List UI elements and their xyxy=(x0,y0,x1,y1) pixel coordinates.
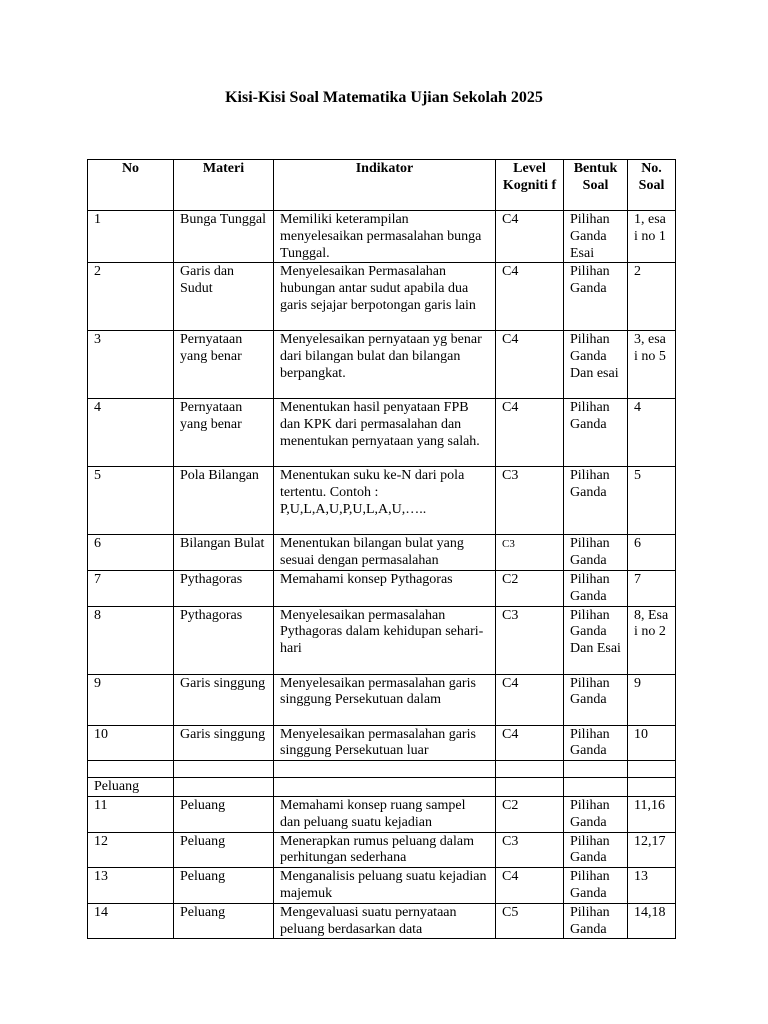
cell-materi: Peluang xyxy=(174,868,274,904)
cell-no: 13 xyxy=(88,868,174,904)
cell-bentuk: Pilihan Ganda xyxy=(564,832,628,868)
cell-level: C2 xyxy=(496,796,564,832)
header-no: No xyxy=(88,160,174,211)
cell-no: 12 xyxy=(88,832,174,868)
cell-indikator: Menentukan suku ke-N dari pola tertentu. Contoh : P,U,L,A,U,P,U,L,A,U,….. xyxy=(274,467,496,535)
cell-indikator: Menentukan hasil penyataan FPB dan KPK dari permasalahan dan menentukan pernyataan yang salah. xyxy=(274,399,496,467)
cell-no: 6 xyxy=(88,535,174,571)
cell-no: 14 xyxy=(88,903,174,939)
cell-nosoal: 3, esai no 5 xyxy=(628,331,676,399)
cell-materi: Pernyataan yang benar xyxy=(174,399,274,467)
table-row xyxy=(88,674,676,725)
cell-bentuk: Pilihan Ganda xyxy=(564,535,628,571)
cell-indikator: Menyelesaikan pernyataan yg benar dari bilangan bulat dan bilangan berpangkat. xyxy=(274,331,496,399)
cell-bentuk: Pilihan Ganda xyxy=(564,467,628,535)
header-indikator: Indikator xyxy=(274,160,496,211)
cell-bentuk: Pilihan Ganda xyxy=(564,263,628,331)
cell-materi: Garis singgung xyxy=(174,725,274,761)
cell-nosoal: 13 xyxy=(628,868,676,904)
cell-no: 5 xyxy=(88,467,174,535)
cell-no: 9 xyxy=(88,674,174,725)
cell-materi: Peluang xyxy=(174,903,274,939)
cell-indikator xyxy=(274,761,496,778)
cell-level: C4 xyxy=(496,868,564,904)
cell-materi: Garis singgung xyxy=(174,674,274,725)
cell-indikator: Menyelesaikan permasalahan Pythagoras dalam kehidupan sehari-hari xyxy=(274,606,496,674)
cell-no: 4 xyxy=(88,399,174,467)
cell-no: 8 xyxy=(88,606,174,674)
cell-no: 3 xyxy=(88,331,174,399)
cell-materi: Pythagoras xyxy=(174,606,274,674)
cell-indikator: Memahami konsep Pythagoras xyxy=(274,570,496,606)
header-nosoal: No. Soal xyxy=(628,160,676,211)
table-row xyxy=(88,467,676,535)
table-row xyxy=(88,263,676,331)
cell-nosoal: 2 xyxy=(628,263,676,331)
cell-bentuk: Pilihan Ganda xyxy=(564,570,628,606)
page-title: Kisi-Kisi Soal Matematika Ujian Sekolah 2025 xyxy=(225,89,543,106)
cell-level xyxy=(496,761,564,778)
cell-materi: Bunga Tunggal xyxy=(174,211,274,263)
cell-indikator: Menentukan bilangan bulat yang sesuai dengan permasalahan xyxy=(274,535,496,571)
table-row xyxy=(88,331,676,399)
cell-level: C4 xyxy=(496,399,564,467)
cell-no xyxy=(88,761,174,778)
cell-bentuk: Pilihan Ganda xyxy=(564,903,628,939)
cell-indikator: Memiliki keterampilan menyelesaikan permasalahan bunga Tunggal. xyxy=(274,211,496,263)
table-row-section xyxy=(88,778,676,797)
cell-nosoal: 1, esai no 1 xyxy=(628,211,676,263)
cell-materi xyxy=(174,778,274,797)
cell-level: C4 xyxy=(496,211,564,263)
table-row xyxy=(88,725,676,761)
table-row xyxy=(88,903,676,939)
cell-no: 11 xyxy=(88,796,174,832)
cell-nosoal: 8, Esai no 2 xyxy=(628,606,676,674)
cell-nosoal: 10 xyxy=(628,725,676,761)
cell-indikator: Menyelesaikan permasalahan garis singgung Persekutuan dalam xyxy=(274,674,496,725)
cell-nosoal xyxy=(628,778,676,797)
cell-nosoal: 6 xyxy=(628,535,676,571)
header-level: Level Kogniti f xyxy=(496,160,564,211)
cell-bentuk: Pilihan Ganda xyxy=(564,796,628,832)
table-row-empty xyxy=(88,761,676,778)
kisi-kisi-table xyxy=(87,159,676,939)
table-row xyxy=(88,832,676,868)
cell-indikator: Menyelesaikan permasalahan garis singgung Persekutuan luar xyxy=(274,725,496,761)
table-row xyxy=(88,606,676,674)
cell-nosoal: 5 xyxy=(628,467,676,535)
cell-level: C3 xyxy=(496,467,564,535)
cell-level: C5 xyxy=(496,903,564,939)
cell-no: 7 xyxy=(88,570,174,606)
cell-bentuk xyxy=(564,761,628,778)
cell-materi: Pythagoras xyxy=(174,570,274,606)
cell-materi: Peluang xyxy=(174,832,274,868)
cell-indikator: Memahami konsep ruang sampel dan peluang suatu kejadian xyxy=(274,796,496,832)
cell-nosoal: 12,17 xyxy=(628,832,676,868)
table-row xyxy=(88,399,676,467)
cell-level: C4 xyxy=(496,674,564,725)
cell-bentuk: Pilihan Ganda xyxy=(564,674,628,725)
table-row xyxy=(88,570,676,606)
cell-nosoal: 14,18 xyxy=(628,903,676,939)
cell-bentuk: Pilihan Ganda Dan Esai xyxy=(564,606,628,674)
cell-bentuk: Pilihan Ganda xyxy=(564,399,628,467)
table-row xyxy=(88,211,676,263)
cell-nosoal: 11,16 xyxy=(628,796,676,832)
cell-level: C4 xyxy=(496,331,564,399)
cell-nosoal: 9 xyxy=(628,674,676,725)
cell-nosoal xyxy=(628,761,676,778)
table-row xyxy=(88,868,676,904)
cell-level: C3 xyxy=(496,535,564,571)
cell-nosoal: 7 xyxy=(628,570,676,606)
cell-level: C4 xyxy=(496,725,564,761)
cell-bentuk xyxy=(564,778,628,797)
cell-no: 2 xyxy=(88,263,174,331)
cell-no: 1 xyxy=(88,211,174,263)
cell-materi: Garis dan Sudut xyxy=(174,263,274,331)
table-row xyxy=(88,535,676,571)
cell-bentuk: Pilihan Ganda Esai xyxy=(564,211,628,263)
cell-bentuk: Pilihan Ganda xyxy=(564,725,628,761)
cell-indikator: Mengevaluasi suatu pernyataan peluang berdasarkan data xyxy=(274,903,496,939)
cell-level: C2 xyxy=(496,570,564,606)
header-row xyxy=(88,160,676,211)
cell-no: 10 xyxy=(88,725,174,761)
cell-bentuk: Pilihan Ganda xyxy=(564,868,628,904)
section-label: Peluang xyxy=(88,778,174,797)
cell-materi: Pola Bilangan xyxy=(174,467,274,535)
cell-level: C4 xyxy=(496,263,564,331)
cell-level: C3 xyxy=(496,606,564,674)
cell-materi: Peluang xyxy=(174,796,274,832)
cell-indikator: Menerapkan rumus peluang dalam perhitungan sederhana xyxy=(274,832,496,868)
cell-level xyxy=(496,778,564,797)
cell-materi: Pernyataan yang benar xyxy=(174,331,274,399)
cell-indikator: Menganalisis peluang suatu kejadian majemuk xyxy=(274,868,496,904)
cell-level: C3 xyxy=(496,832,564,868)
cell-bentuk: Pilihan Ganda Dan esai xyxy=(564,331,628,399)
table-row xyxy=(88,796,676,832)
cell-materi xyxy=(174,761,274,778)
cell-materi: Bilangan Bulat xyxy=(174,535,274,571)
cell-indikator: Menyelesaikan Permasalahan hubungan antar sudut apabila dua garis sejajar berpotongan garis lain xyxy=(274,263,496,331)
cell-indikator xyxy=(274,778,496,797)
header-materi: Materi xyxy=(174,160,274,211)
cell-nosoal: 4 xyxy=(628,399,676,467)
header-bentuk: Bentuk Soal xyxy=(564,160,628,211)
